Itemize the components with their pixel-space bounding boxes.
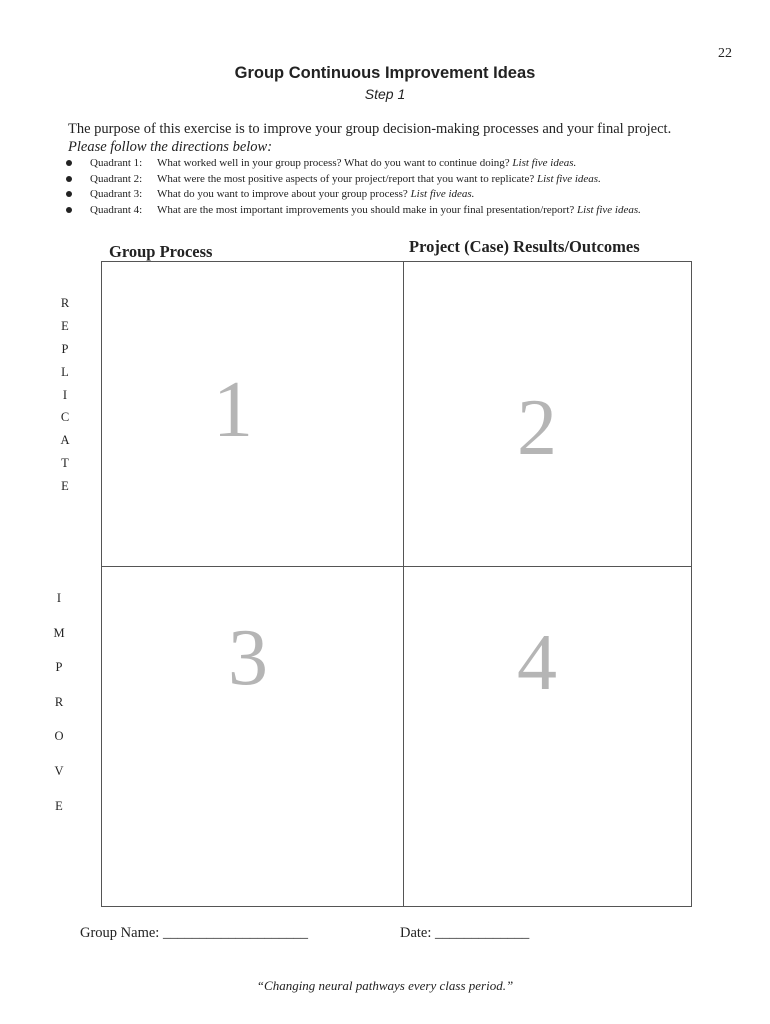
bullet-icon <box>66 160 72 166</box>
directions-text: Please follow the directions below: <box>68 139 273 155</box>
row-letter: P <box>55 660 63 675</box>
row-label-replicate <box>58 296 72 502</box>
row-letter: O <box>54 729 64 744</box>
group-name-field[interactable]: Group Name: ____________________ <box>80 925 308 941</box>
bullet-icon <box>66 207 72 213</box>
quadrant-number-4: 4 <box>517 619 557 707</box>
quadrant-instruction-2: Quadrant 2: What were the most positive aspects of your project/report that you want to replicate? List five ideas. <box>64 173 641 189</box>
page-title: Group Continuous Improvement Ideas <box>234 64 536 82</box>
grid-divider-horizontal <box>102 566 691 567</box>
row-letter: L <box>61 364 69 379</box>
quadrant-number-3: 3 <box>228 614 268 702</box>
quadrant-instructions <box>64 157 641 219</box>
row-letter: R <box>54 694 64 709</box>
row-letter: V <box>54 763 64 778</box>
page-number: 22 <box>718 46 732 61</box>
row-letter: I <box>62 387 68 402</box>
row-letter: M <box>53 625 65 640</box>
row-letter: A <box>60 433 70 448</box>
quadrant-instruction-3: Quadrant 3: What do you want to improve about your group process? List five ideas. <box>64 188 641 204</box>
row-letter: E <box>55 798 63 813</box>
row-letter: P <box>61 341 69 356</box>
grid-divider-vertical <box>403 262 404 906</box>
column-heading-project-results: Project (Case) Results/Outcomes <box>409 237 640 256</box>
bullet-icon <box>66 191 72 197</box>
row-label-improve <box>50 591 68 833</box>
quadrant-grid <box>101 261 692 907</box>
quadrant-number-2: 2 <box>517 384 557 472</box>
footer-quote: “Changing neural pathways every class period.” <box>256 978 514 993</box>
row-letter: I <box>56 591 62 605</box>
row-letter: C <box>60 410 70 425</box>
intro-text: The purpose of this exercise is to improve your group decision-making processes and your final project. <box>68 121 672 137</box>
row-letter: E <box>61 479 69 494</box>
row-letter: E <box>61 318 69 333</box>
quadrant-instruction-4: Quadrant 4: What are the most important improvements you should make in your final presentation/report? List five ideas. <box>64 204 641 220</box>
column-heading-group-process: Group Process <box>109 242 213 261</box>
quadrant-instruction-1: Quadrant 1: What worked well in your group process? What do you want to continue doing? List five ideas. <box>64 157 641 173</box>
row-letter: T <box>61 456 69 471</box>
date-field[interactable]: Date: _____________ <box>400 925 530 941</box>
page-subtitle: Step 1 <box>364 86 406 102</box>
quadrant-number-1: 1 <box>213 366 253 454</box>
bullet-icon <box>66 176 72 182</box>
row-letter: R <box>60 296 70 310</box>
